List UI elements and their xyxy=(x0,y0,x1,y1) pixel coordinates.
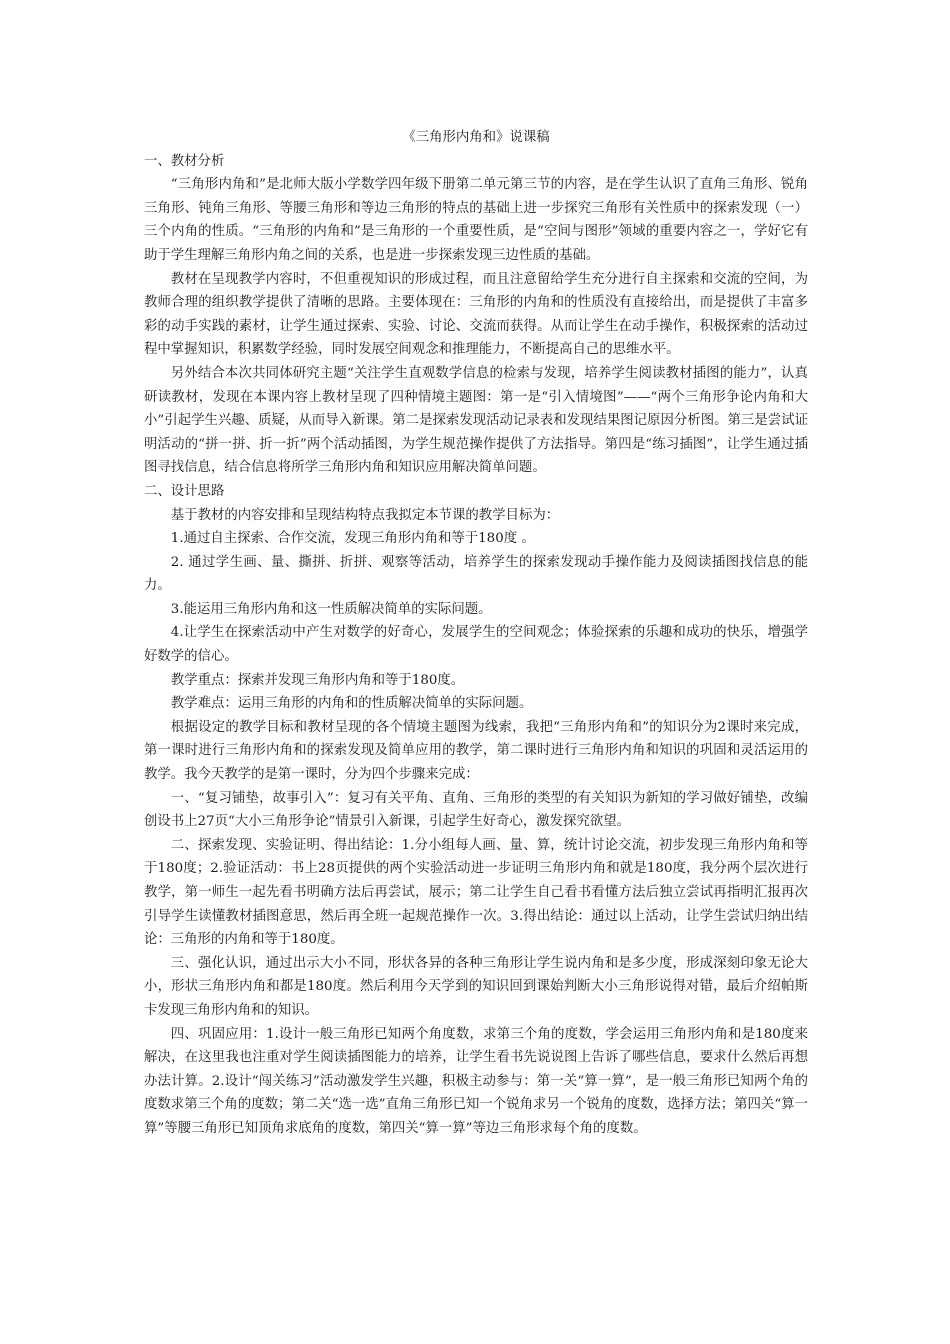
objective-item: 1.通过自主探索、合作交流，发现三角形内角和等于180度 。 xyxy=(170,531,535,547)
teaching-step: 一、“复习铺垫，故事引入”：复习有关平角、直角、三角形的类型的有关知识为新知的学习做好铺垫，改编创设书上27页“大小三角形争论”情景引入新课，引起学生好奇心，激发探究欲望。 xyxy=(144,790,808,830)
objective-item: 2. 通过学生画、量、撕拼、折拼、观察等活动，培养学生的探索发现动手操作能力及阅读插图找信息的能力。 xyxy=(144,554,808,594)
section-heading-textbook-analysis: 一、教材分析 xyxy=(144,153,225,169)
paragraph: 另外结合本次共同体研究主题“关注学生直观数学信息的检索与发现，培养学生阅读教材插图的能力”，认真研读教材，发现在本课内容上教材呈现了四种情境主题图：第一是“引入情境图”——“两个三角形争论内角和大小”引起学生兴趣、质疑，从而导入新课。第二是探索发现活动记录表和发现结果图记原因分析图。第三是尝试证明活动的“拼一拼、折一折”两个活动插图，为学生规范操作提供了方法指导。第四是“练习插图”，让学生通过插图寻找信息，结合信息将所学三角形内角和知识应用解决简单问题。 xyxy=(144,365,808,476)
teaching-step: 四、巩固应用：1.设计一般三角形已知两个角度数，求第三个角的度数，学会运用三角形内角和是180度来解决，在这里我也注重对学生阅读插图能力的培养，让学生看书先说说图上告诉了哪些信息，要求什么然后再想办法计算。2.设计“闯关练习”活动激发学生兴趣，积极主动参与：第一关“算一算”，是一般三角形已知两个角的度数求第三个角的度数；第二关“选一选”直角三角形已知一个锐角求另一个锐角的度数，选择方法；第四关“算一算”等腰三角形已知顶角求底角的度数，第四关“算一算”等边三角形求每个角的度数。 xyxy=(144,1026,808,1136)
paragraph: “三角形内角和”是北师大版小学数学四年级下册第二单元第三节的内容，是在学生认识了直角三角形、锐角三角形、钝角三角形、等腰三角形和等边三角形的特点的基础上进一步探究三角形有关性质中的探索发现（一）三个内角的性质。“三角形的内角和”是三角形的一个重要性质，是“空间与图形”领域的重要内容之一，学好它有助于学生理解三角形内角之间的关系，也是进一步探索发现三边性质的基础。 xyxy=(144,177,808,263)
teaching-focus: 教学重点：探索并发现三角形内角和等于180度。 xyxy=(170,672,465,688)
document-title: 《三角形内角和》说课稿 xyxy=(402,130,550,145)
paragraph: 基于教材的内容安排和呈现结构特点我拟定本节课的教学目标为： xyxy=(170,507,560,523)
paragraph: 教材在呈现教学内容时，不但重视知识的形成过程，而且注意留给学生充分进行自主探索和交流的空间，为教师合理的组织教学提供了清晰的思路。主要体现在：三角形的内角和的性质没有直接给出，而是提供了丰富多彩的动手实践的素材，让学生通过探索、实验、讨论、交流而获得。从而让学生在动手操作，积极探索的活动过程中掌握知识，积累数学经验，同时发展空间观念和推理能力，不断提高自己的思维水平。 xyxy=(144,271,808,358)
document-page xyxy=(144,126,808,1141)
teaching-step: 二、探索发现、实验证明、得出结论：1.分小组每人画、量、算，统计讨论交流，初步发现三角形内角和等于180度；2.验证活动：书上28页提供的两个实验活动进一步证明三角形内角和就是180度，我分两个层次进行教学，第一师生一起先看书明确方法后再尝试，展示；第二让学生自己看书看懂方法后独立尝试再指明汇报再次引导学生读懂教材插图意思，然后再全班一起规范操作一次。3.得出结论：通过以上活动，让学生尝试归纳出结论：三角形的内角和等于180度。 xyxy=(144,837,808,948)
teaching-step: 三、强化认识，通过出示大小不同，形状各异的各种三角形让学生说内角和是多少度，形成深刻印象无论大小，形状三角形内角和都是180度。然后利用今天学到的知识回到课始判断大小三角形说得对错，最后介绍帕斯卡发现三角形内角和的知识。 xyxy=(144,955,808,1018)
paragraph: 根据设定的教学目标和教材呈现的各个情境主题图为线索，我把“三角形内角和”的知识分为2课时来完成，第一课时进行三角形内角和的探索发现及简单应用的教学，第二课时进行三角形内角和知识的巩固和灵活运用的教学。我今天教学的是第一课时，分为四个步骤来完成： xyxy=(144,719,808,783)
objective-item: 4.让学生在探索活动中产生对数学的好奇心，发展学生的空间观念；体验探索的乐趣和成功的快乐，增强学好数学的信心。 xyxy=(144,625,808,665)
teaching-difficulty: 教学难点：运用三角形的内角和的性质解决简单的实际问题。 xyxy=(170,696,533,712)
objective-item: 3.能运用三角形内角和这一性质解决简单的实际问题。 xyxy=(170,601,492,617)
section-heading-design-ideas: 二、设计思路 xyxy=(144,483,225,499)
